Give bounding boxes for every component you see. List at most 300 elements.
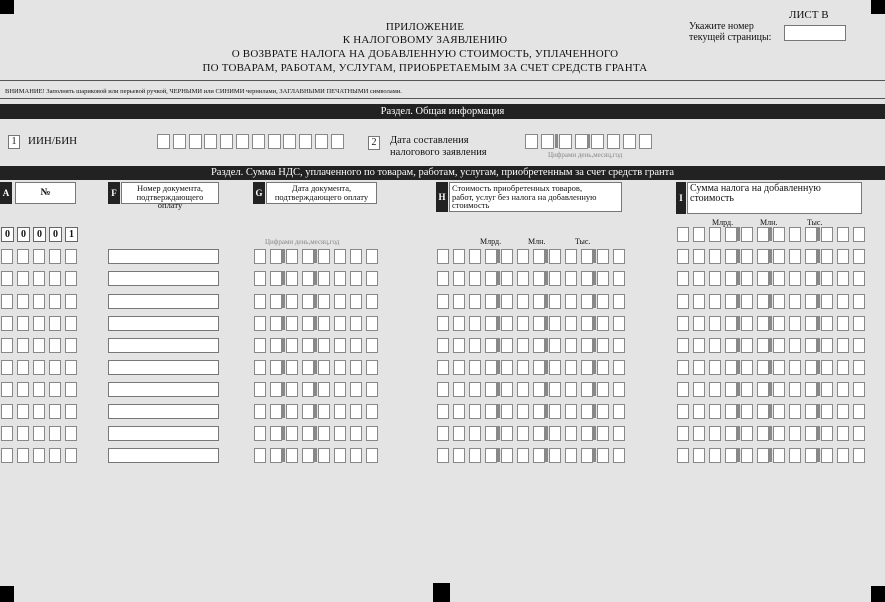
document-date-digit-cell[interactable] [366, 448, 378, 463]
vat-amount-digit-cell[interactable] [709, 404, 721, 419]
vat-amount-digit-cell[interactable] [837, 227, 849, 242]
vat-amount-digit-cell[interactable] [837, 294, 849, 309]
goods-cost-digit-cell[interactable] [613, 294, 625, 309]
row-number-cell[interactable] [1, 426, 13, 441]
vat-amount-digit-cell[interactable] [853, 448, 865, 463]
vat-amount-digit-cell[interactable] [741, 382, 753, 397]
row-number-cell[interactable] [65, 404, 77, 419]
vat-amount-digit-cell[interactable] [773, 338, 785, 353]
iin-bin-digit-cell[interactable] [173, 134, 186, 149]
goods-cost-digit-cell[interactable] [565, 426, 577, 441]
goods-cost-digit-cell[interactable] [613, 316, 625, 331]
goods-cost-digit-cell[interactable] [597, 360, 609, 375]
vat-amount-digit-cell[interactable] [693, 227, 705, 242]
goods-cost-digit-cell[interactable] [533, 338, 545, 353]
document-date-digit-cell[interactable] [350, 294, 362, 309]
iin-bin-digit-cell[interactable] [299, 134, 312, 149]
document-date-digit-cell[interactable] [334, 448, 346, 463]
vat-amount-digit-cell[interactable] [805, 249, 817, 264]
row-number-cell[interactable] [33, 426, 45, 441]
vat-amount-digit-cell[interactable] [741, 338, 753, 353]
row-number-cell[interactable] [33, 316, 45, 331]
vat-amount-digit-cell[interactable] [677, 382, 689, 397]
row-number-cell[interactable] [1, 382, 13, 397]
document-date-digit-cell[interactable] [334, 404, 346, 419]
goods-cost-digit-cell[interactable] [533, 448, 545, 463]
goods-cost-digit-cell[interactable] [549, 404, 561, 419]
document-date-digit-cell[interactable] [366, 271, 378, 286]
row-number-cell[interactable] [1, 338, 13, 353]
vat-amount-digit-cell[interactable] [693, 382, 705, 397]
goods-cost-digit-cell[interactable] [517, 249, 529, 264]
document-date-digit-cell[interactable] [286, 294, 298, 309]
document-date-digit-cell[interactable] [270, 316, 282, 331]
vat-amount-digit-cell[interactable] [789, 404, 801, 419]
vat-amount-digit-cell[interactable] [789, 271, 801, 286]
vat-amount-digit-cell[interactable] [837, 316, 849, 331]
goods-cost-digit-cell[interactable] [485, 448, 497, 463]
row-number-cell[interactable] [33, 249, 45, 264]
goods-cost-digit-cell[interactable] [597, 382, 609, 397]
vat-amount-digit-cell[interactable] [853, 404, 865, 419]
document-number-input[interactable] [108, 271, 219, 286]
document-date-digit-cell[interactable] [302, 360, 314, 375]
row-number-cell[interactable] [49, 426, 61, 441]
row-number-cell[interactable] [65, 426, 77, 441]
goods-cost-digit-cell[interactable] [517, 316, 529, 331]
vat-amount-digit-cell[interactable] [725, 316, 737, 331]
goods-cost-digit-cell[interactable] [469, 338, 481, 353]
document-date-digit-cell[interactable] [302, 294, 314, 309]
vat-amount-digit-cell[interactable] [677, 294, 689, 309]
vat-amount-digit-cell[interactable] [837, 404, 849, 419]
document-date-digit-cell[interactable] [366, 426, 378, 441]
goods-cost-digit-cell[interactable] [549, 316, 561, 331]
document-date-digit-cell[interactable] [302, 382, 314, 397]
application-date-digit-cell[interactable] [623, 134, 636, 149]
goods-cost-digit-cell[interactable] [613, 271, 625, 286]
vat-amount-digit-cell[interactable] [677, 249, 689, 264]
row-number-cell[interactable] [65, 271, 77, 286]
goods-cost-digit-cell[interactable] [613, 360, 625, 375]
vat-amount-digit-cell[interactable] [757, 382, 769, 397]
vat-amount-digit-cell[interactable] [837, 448, 849, 463]
goods-cost-digit-cell[interactable] [437, 360, 449, 375]
goods-cost-digit-cell[interactable] [597, 426, 609, 441]
document-date-digit-cell[interactable] [254, 426, 266, 441]
vat-amount-digit-cell[interactable] [709, 316, 721, 331]
goods-cost-digit-cell[interactable] [469, 294, 481, 309]
vat-amount-digit-cell[interactable] [693, 360, 705, 375]
iin-bin-digit-cell[interactable] [189, 134, 202, 149]
vat-amount-digit-cell[interactable] [677, 360, 689, 375]
goods-cost-digit-cell[interactable] [597, 448, 609, 463]
goods-cost-digit-cell[interactable] [501, 382, 513, 397]
goods-cost-digit-cell[interactable] [453, 294, 465, 309]
document-date-digit-cell[interactable] [366, 338, 378, 353]
vat-amount-digit-cell[interactable] [709, 249, 721, 264]
goods-cost-digit-cell[interactable] [581, 404, 593, 419]
goods-cost-digit-cell[interactable] [437, 271, 449, 286]
vat-amount-digit-cell[interactable] [693, 404, 705, 419]
vat-amount-digit-cell[interactable] [757, 316, 769, 331]
vat-amount-digit-cell[interactable] [693, 249, 705, 264]
goods-cost-digit-cell[interactable] [565, 271, 577, 286]
vat-amount-digit-cell[interactable] [789, 426, 801, 441]
row-number-cell[interactable] [17, 294, 29, 309]
vat-amount-digit-cell[interactable] [805, 271, 817, 286]
vat-amount-digit-cell[interactable] [821, 426, 833, 441]
vat-amount-digit-cell[interactable] [757, 338, 769, 353]
goods-cost-digit-cell[interactable] [437, 404, 449, 419]
document-date-digit-cell[interactable] [254, 338, 266, 353]
goods-cost-digit-cell[interactable] [581, 294, 593, 309]
vat-amount-digit-cell[interactable] [773, 271, 785, 286]
document-date-digit-cell[interactable] [302, 249, 314, 264]
row-number-cell[interactable] [1, 448, 13, 463]
goods-cost-digit-cell[interactable] [453, 338, 465, 353]
page-number-input[interactable] [784, 25, 846, 41]
document-date-digit-cell[interactable] [350, 426, 362, 441]
document-date-digit-cell[interactable] [350, 404, 362, 419]
goods-cost-digit-cell[interactable] [549, 426, 561, 441]
vat-amount-digit-cell[interactable] [837, 426, 849, 441]
document-date-digit-cell[interactable] [366, 294, 378, 309]
row-number-cell[interactable] [65, 338, 77, 353]
document-number-input[interactable] [108, 338, 219, 353]
document-date-digit-cell[interactable] [286, 426, 298, 441]
goods-cost-digit-cell[interactable] [597, 316, 609, 331]
row-number-cell[interactable] [1, 294, 13, 309]
goods-cost-digit-cell[interactable] [581, 360, 593, 375]
vat-amount-digit-cell[interactable] [853, 338, 865, 353]
vat-amount-digit-cell[interactable] [805, 382, 817, 397]
document-date-digit-cell[interactable] [334, 360, 346, 375]
goods-cost-digit-cell[interactable] [533, 404, 545, 419]
document-date-digit-cell[interactable] [318, 382, 330, 397]
row-number-cell[interactable] [65, 316, 77, 331]
goods-cost-digit-cell[interactable] [613, 382, 625, 397]
iin-bin-digit-cell[interactable] [331, 134, 344, 149]
goods-cost-digit-cell[interactable] [485, 426, 497, 441]
iin-bin-digit-cell[interactable] [268, 134, 281, 149]
vat-amount-digit-cell[interactable] [853, 227, 865, 242]
vat-amount-digit-cell[interactable] [789, 360, 801, 375]
vat-amount-digit-cell[interactable] [757, 426, 769, 441]
row-number-cell[interactable] [33, 404, 45, 419]
vat-amount-digit-cell[interactable] [741, 448, 753, 463]
goods-cost-digit-cell[interactable] [517, 382, 529, 397]
goods-cost-digit-cell[interactable] [485, 360, 497, 375]
goods-cost-digit-cell[interactable] [533, 316, 545, 331]
document-date-digit-cell[interactable] [302, 448, 314, 463]
vat-amount-digit-cell[interactable] [709, 338, 721, 353]
row-number-cell[interactable] [65, 448, 77, 463]
application-date-digit-cell[interactable] [559, 134, 572, 149]
row-number-cell[interactable] [33, 294, 45, 309]
vat-amount-digit-cell[interactable] [837, 249, 849, 264]
goods-cost-digit-cell[interactable] [469, 249, 481, 264]
document-date-digit-cell[interactable] [366, 316, 378, 331]
iin-bin-digit-cell[interactable] [236, 134, 249, 149]
vat-amount-digit-cell[interactable] [853, 294, 865, 309]
vat-amount-digit-cell[interactable] [789, 294, 801, 309]
goods-cost-digit-cell[interactable] [613, 448, 625, 463]
document-date-digit-cell[interactable] [254, 360, 266, 375]
row-number-cell[interactable] [1, 404, 13, 419]
goods-cost-digit-cell[interactable] [485, 249, 497, 264]
goods-cost-digit-cell[interactable] [597, 271, 609, 286]
vat-amount-digit-cell[interactable] [725, 360, 737, 375]
vat-amount-digit-cell[interactable] [741, 426, 753, 441]
goods-cost-digit-cell[interactable] [453, 316, 465, 331]
goods-cost-digit-cell[interactable] [437, 426, 449, 441]
application-date-digit-cell[interactable] [525, 134, 538, 149]
vat-amount-digit-cell[interactable] [805, 316, 817, 331]
document-date-digit-cell[interactable] [302, 271, 314, 286]
goods-cost-digit-cell[interactable] [581, 448, 593, 463]
vat-amount-digit-cell[interactable] [677, 227, 689, 242]
document-date-digit-cell[interactable] [318, 271, 330, 286]
vat-amount-digit-cell[interactable] [757, 448, 769, 463]
row-number-cell[interactable] [17, 404, 29, 419]
vat-amount-digit-cell[interactable] [789, 227, 801, 242]
goods-cost-digit-cell[interactable] [437, 294, 449, 309]
document-date-digit-cell[interactable] [318, 426, 330, 441]
vat-amount-digit-cell[interactable] [741, 316, 753, 331]
row-number-cell[interactable] [65, 382, 77, 397]
application-date-digit-cell[interactable] [607, 134, 620, 149]
document-date-digit-cell[interactable] [270, 426, 282, 441]
document-date-digit-cell[interactable] [366, 404, 378, 419]
row-number-cell[interactable] [49, 294, 61, 309]
goods-cost-digit-cell[interactable] [517, 271, 529, 286]
goods-cost-digit-cell[interactable] [565, 316, 577, 331]
document-date-digit-cell[interactable] [350, 338, 362, 353]
iin-bin-digit-cell[interactable] [283, 134, 296, 149]
vat-amount-digit-cell[interactable] [693, 448, 705, 463]
goods-cost-digit-cell[interactable] [517, 294, 529, 309]
vat-amount-digit-cell[interactable] [821, 448, 833, 463]
goods-cost-digit-cell[interactable] [501, 249, 513, 264]
document-number-input[interactable] [108, 294, 219, 309]
vat-amount-digit-cell[interactable] [709, 382, 721, 397]
row-number-cell[interactable] [49, 448, 61, 463]
vat-amount-digit-cell[interactable] [725, 338, 737, 353]
vat-amount-digit-cell[interactable] [853, 249, 865, 264]
goods-cost-digit-cell[interactable] [469, 360, 481, 375]
row-number-cell[interactable] [49, 249, 61, 264]
goods-cost-digit-cell[interactable] [565, 338, 577, 353]
row-number-cell[interactable] [1, 316, 13, 331]
goods-cost-digit-cell[interactable] [597, 294, 609, 309]
vat-amount-digit-cell[interactable] [677, 271, 689, 286]
row-number-cell[interactable] [49, 316, 61, 331]
vat-amount-digit-cell[interactable] [757, 360, 769, 375]
document-date-digit-cell[interactable] [270, 271, 282, 286]
document-date-digit-cell[interactable] [334, 249, 346, 264]
application-date-digit-cell[interactable] [639, 134, 652, 149]
document-date-digit-cell[interactable] [254, 316, 266, 331]
goods-cost-digit-cell[interactable] [501, 316, 513, 331]
document-number-input[interactable] [108, 249, 219, 264]
vat-amount-digit-cell[interactable] [773, 227, 785, 242]
vat-amount-digit-cell[interactable] [805, 294, 817, 309]
goods-cost-digit-cell[interactable] [517, 404, 529, 419]
vat-amount-digit-cell[interactable] [853, 382, 865, 397]
document-date-digit-cell[interactable] [318, 338, 330, 353]
row-number-cell[interactable] [33, 338, 45, 353]
goods-cost-digit-cell[interactable] [437, 448, 449, 463]
goods-cost-digit-cell[interactable] [517, 448, 529, 463]
iin-bin-digit-cell[interactable] [157, 134, 170, 149]
vat-amount-digit-cell[interactable] [709, 426, 721, 441]
goods-cost-digit-cell[interactable] [469, 426, 481, 441]
document-date-digit-cell[interactable] [302, 404, 314, 419]
vat-amount-digit-cell[interactable] [693, 294, 705, 309]
goods-cost-digit-cell[interactable] [533, 426, 545, 441]
goods-cost-digit-cell[interactable] [485, 316, 497, 331]
goods-cost-digit-cell[interactable] [565, 294, 577, 309]
goods-cost-digit-cell[interactable] [501, 426, 513, 441]
vat-amount-digit-cell[interactable] [789, 338, 801, 353]
vat-amount-digit-cell[interactable] [821, 360, 833, 375]
vat-amount-digit-cell[interactable] [821, 316, 833, 331]
vat-amount-digit-cell[interactable] [805, 338, 817, 353]
goods-cost-digit-cell[interactable] [597, 338, 609, 353]
document-date-digit-cell[interactable] [270, 448, 282, 463]
document-date-digit-cell[interactable] [254, 294, 266, 309]
goods-cost-digit-cell[interactable] [437, 338, 449, 353]
goods-cost-digit-cell[interactable] [549, 448, 561, 463]
vat-amount-digit-cell[interactable] [853, 271, 865, 286]
goods-cost-digit-cell[interactable] [469, 448, 481, 463]
document-date-digit-cell[interactable] [286, 404, 298, 419]
goods-cost-digit-cell[interactable] [581, 426, 593, 441]
vat-amount-digit-cell[interactable] [853, 316, 865, 331]
vat-amount-digit-cell[interactable] [709, 271, 721, 286]
goods-cost-digit-cell[interactable] [613, 338, 625, 353]
goods-cost-digit-cell[interactable] [533, 360, 545, 375]
document-date-digit-cell[interactable] [334, 271, 346, 286]
document-date-digit-cell[interactable] [254, 448, 266, 463]
iin-bin-digit-cell[interactable] [315, 134, 328, 149]
vat-amount-digit-cell[interactable] [709, 227, 721, 242]
goods-cost-digit-cell[interactable] [565, 382, 577, 397]
document-date-digit-cell[interactable] [318, 360, 330, 375]
vat-amount-digit-cell[interactable] [805, 227, 817, 242]
row-number-cell[interactable] [17, 426, 29, 441]
goods-cost-digit-cell[interactable] [437, 316, 449, 331]
document-date-digit-cell[interactable] [366, 360, 378, 375]
vat-amount-digit-cell[interactable] [821, 338, 833, 353]
vat-amount-digit-cell[interactable] [773, 249, 785, 264]
document-date-digit-cell[interactable] [254, 404, 266, 419]
goods-cost-digit-cell[interactable] [469, 382, 481, 397]
vat-amount-digit-cell[interactable] [773, 360, 785, 375]
row-number-cell[interactable] [1, 360, 13, 375]
document-date-digit-cell[interactable] [270, 249, 282, 264]
vat-amount-digit-cell[interactable] [805, 404, 817, 419]
vat-amount-digit-cell[interactable] [821, 404, 833, 419]
vat-amount-digit-cell[interactable] [693, 316, 705, 331]
document-number-input[interactable] [108, 426, 219, 441]
row-number-cell[interactable] [65, 360, 77, 375]
document-date-digit-cell[interactable] [270, 338, 282, 353]
vat-amount-digit-cell[interactable] [725, 249, 737, 264]
document-number-input[interactable] [108, 360, 219, 375]
vat-amount-digit-cell[interactable] [821, 249, 833, 264]
goods-cost-digit-cell[interactable] [469, 404, 481, 419]
goods-cost-digit-cell[interactable] [581, 338, 593, 353]
document-date-digit-cell[interactable] [334, 294, 346, 309]
vat-amount-digit-cell[interactable] [805, 360, 817, 375]
goods-cost-digit-cell[interactable] [501, 338, 513, 353]
vat-amount-digit-cell[interactable] [789, 382, 801, 397]
document-date-digit-cell[interactable] [334, 382, 346, 397]
vat-amount-digit-cell[interactable] [693, 338, 705, 353]
document-date-digit-cell[interactable] [366, 249, 378, 264]
row-number-cell[interactable] [65, 249, 77, 264]
vat-amount-digit-cell[interactable] [741, 227, 753, 242]
document-date-digit-cell[interactable] [318, 448, 330, 463]
iin-bin-digit-cell[interactable] [204, 134, 217, 149]
vat-amount-digit-cell[interactable] [757, 227, 769, 242]
document-date-digit-cell[interactable] [350, 271, 362, 286]
document-date-digit-cell[interactable] [350, 448, 362, 463]
goods-cost-digit-cell[interactable] [437, 382, 449, 397]
vat-amount-digit-cell[interactable] [757, 249, 769, 264]
application-date-digit-cell[interactable] [541, 134, 554, 149]
goods-cost-digit-cell[interactable] [485, 338, 497, 353]
goods-cost-digit-cell[interactable] [597, 249, 609, 264]
goods-cost-digit-cell[interactable] [533, 249, 545, 264]
document-date-digit-cell[interactable] [318, 294, 330, 309]
row-number-cell[interactable] [17, 382, 29, 397]
document-date-digit-cell[interactable] [334, 426, 346, 441]
vat-amount-digit-cell[interactable] [821, 271, 833, 286]
vat-amount-digit-cell[interactable] [773, 316, 785, 331]
goods-cost-digit-cell[interactable] [581, 271, 593, 286]
goods-cost-digit-cell[interactable] [517, 360, 529, 375]
document-date-digit-cell[interactable] [286, 271, 298, 286]
vat-amount-digit-cell[interactable] [693, 426, 705, 441]
goods-cost-digit-cell[interactable] [549, 271, 561, 286]
document-date-digit-cell[interactable] [254, 271, 266, 286]
goods-cost-digit-cell[interactable] [453, 426, 465, 441]
row-number-cell[interactable] [49, 404, 61, 419]
iin-bin-digit-cell[interactable] [220, 134, 233, 149]
goods-cost-digit-cell[interactable] [565, 249, 577, 264]
document-date-digit-cell[interactable] [350, 360, 362, 375]
goods-cost-digit-cell[interactable] [597, 404, 609, 419]
vat-amount-digit-cell[interactable] [677, 448, 689, 463]
document-date-digit-cell[interactable] [286, 360, 298, 375]
row-number-cell[interactable] [65, 294, 77, 309]
goods-cost-digit-cell[interactable] [485, 404, 497, 419]
vat-amount-digit-cell[interactable] [741, 360, 753, 375]
document-date-digit-cell[interactable] [318, 249, 330, 264]
vat-amount-digit-cell[interactable] [837, 382, 849, 397]
document-number-input[interactable] [108, 316, 219, 331]
goods-cost-digit-cell[interactable] [549, 360, 561, 375]
vat-amount-digit-cell[interactable] [725, 382, 737, 397]
vat-amount-digit-cell[interactable] [757, 294, 769, 309]
goods-cost-digit-cell[interactable] [517, 338, 529, 353]
goods-cost-digit-cell[interactable] [485, 294, 497, 309]
document-date-digit-cell[interactable] [350, 382, 362, 397]
goods-cost-digit-cell[interactable] [453, 404, 465, 419]
